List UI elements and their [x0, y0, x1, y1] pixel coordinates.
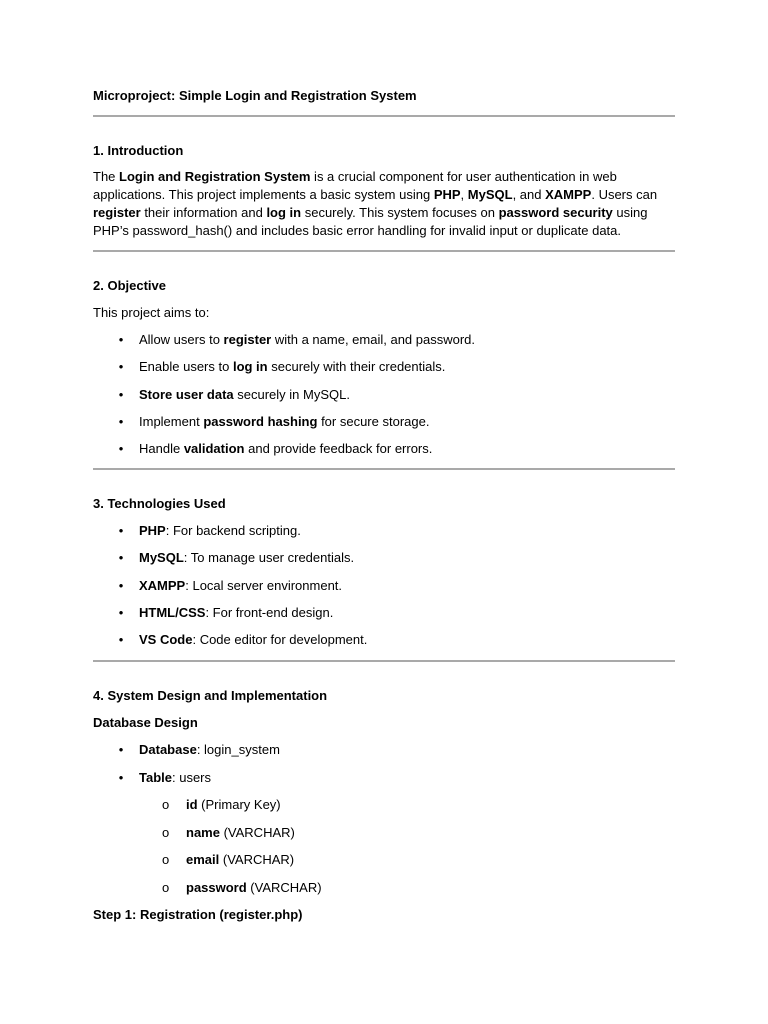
bold-text: validation	[183, 441, 245, 456]
list-item: Store user data securely in MySQL.	[139, 387, 350, 402]
sub-bullet-icon: o	[162, 880, 170, 895]
bullet-icon: •	[118, 523, 124, 538]
section-heading-system-design: 4. System Design and Implementation	[93, 688, 328, 703]
bold-text: password security	[498, 205, 613, 220]
list-item: HTML/CSS: For front-end design.	[139, 605, 334, 620]
bold-text: register	[93, 205, 141, 220]
bullet-icon: •	[118, 605, 124, 620]
bold-text: register	[223, 332, 272, 347]
list-item: VS Code: Code editor for development.	[139, 632, 368, 647]
bold-text: email	[186, 852, 220, 867]
document-title: Microproject: Simple Login and Registration System	[93, 88, 417, 103]
list-item: Allow users to register with a name, email, and password.	[139, 332, 476, 347]
bold-text: HTML/CSS	[139, 605, 206, 620]
list-item: PHP: For backend scripting.	[139, 523, 301, 538]
bullet-icon: •	[118, 332, 124, 347]
bold-text: log in	[266, 205, 302, 220]
bullet-icon: •	[118, 441, 124, 456]
sub-bullet-icon: o	[162, 825, 170, 840]
objective-lead: This project aims to:	[93, 305, 210, 320]
list-item: Enable users to log in securely with their credentials.	[139, 359, 446, 374]
bold-text: Store user data	[139, 387, 234, 402]
sub-list-item: email (VARCHAR)	[186, 852, 295, 867]
bold-text: MySQL	[139, 550, 184, 565]
bold-text: Table	[139, 770, 172, 785]
bullet-icon: •	[118, 414, 124, 429]
list-item: Implement password hashing for secure storage.	[139, 414, 430, 429]
bullet-icon: •	[118, 387, 124, 402]
list-item: Table: users	[139, 770, 212, 785]
divider	[93, 250, 675, 252]
bullet-icon: •	[118, 770, 124, 785]
divider	[93, 660, 675, 662]
introduction-paragraph: The Login and Registration System is a crucial component for user authentication in web applications. This project implements a basic system using PHP, MySQL, and XAMPP. Users can register their information and log in securely. This system focuses on password security using PHP’s password_hash() and includes basic error handling for invalid input or duplicate data.	[93, 169, 658, 238]
bold-text: XAMPP	[545, 187, 592, 202]
bullet-icon: •	[118, 359, 124, 374]
bullet-icon: •	[118, 632, 124, 647]
list-item: Database: login_system	[139, 742, 280, 757]
sub-bullet-icon: o	[162, 797, 170, 812]
bold-text: password	[186, 880, 247, 895]
list-item: Handle validation and provide feedback for errors.	[139, 441, 433, 456]
bold-text: XAMPP	[139, 578, 186, 593]
bold-text: VS Code	[139, 632, 193, 647]
subheading-database-design: Database Design	[93, 715, 198, 730]
divider	[93, 115, 675, 117]
bold-text: id	[186, 797, 198, 812]
section-heading-technologies: 3. Technologies Used	[93, 496, 226, 511]
bold-text: PHP	[139, 523, 166, 538]
section-heading-introduction: 1. Introduction	[93, 143, 184, 158]
step-heading-registration: Step 1: Registration (register.php)	[93, 907, 303, 922]
sub-list-item: id (Primary Key)	[186, 797, 281, 812]
section-heading-objective: 2. Objective	[93, 278, 166, 293]
sub-list-item: name (VARCHAR)	[186, 825, 295, 840]
bold-text: MySQL	[467, 187, 513, 202]
bold-text: Database	[139, 742, 197, 757]
sub-list-item: password (VARCHAR)	[186, 880, 322, 895]
bullet-icon: •	[118, 742, 124, 757]
bold-text: log in	[232, 359, 268, 374]
sub-bullet-icon: o	[162, 852, 170, 867]
divider	[93, 468, 675, 470]
bold-text: password hashing	[203, 414, 318, 429]
list-item: XAMPP: Local server environment.	[139, 578, 343, 593]
bold-text: Login and Registration System	[119, 169, 311, 184]
bullet-icon: •	[118, 578, 124, 593]
bold-text: PHP	[433, 187, 461, 202]
list-item: MySQL: To manage user credentials.	[139, 550, 355, 565]
bold-text: name	[186, 825, 220, 840]
bullet-icon: •	[118, 550, 124, 565]
